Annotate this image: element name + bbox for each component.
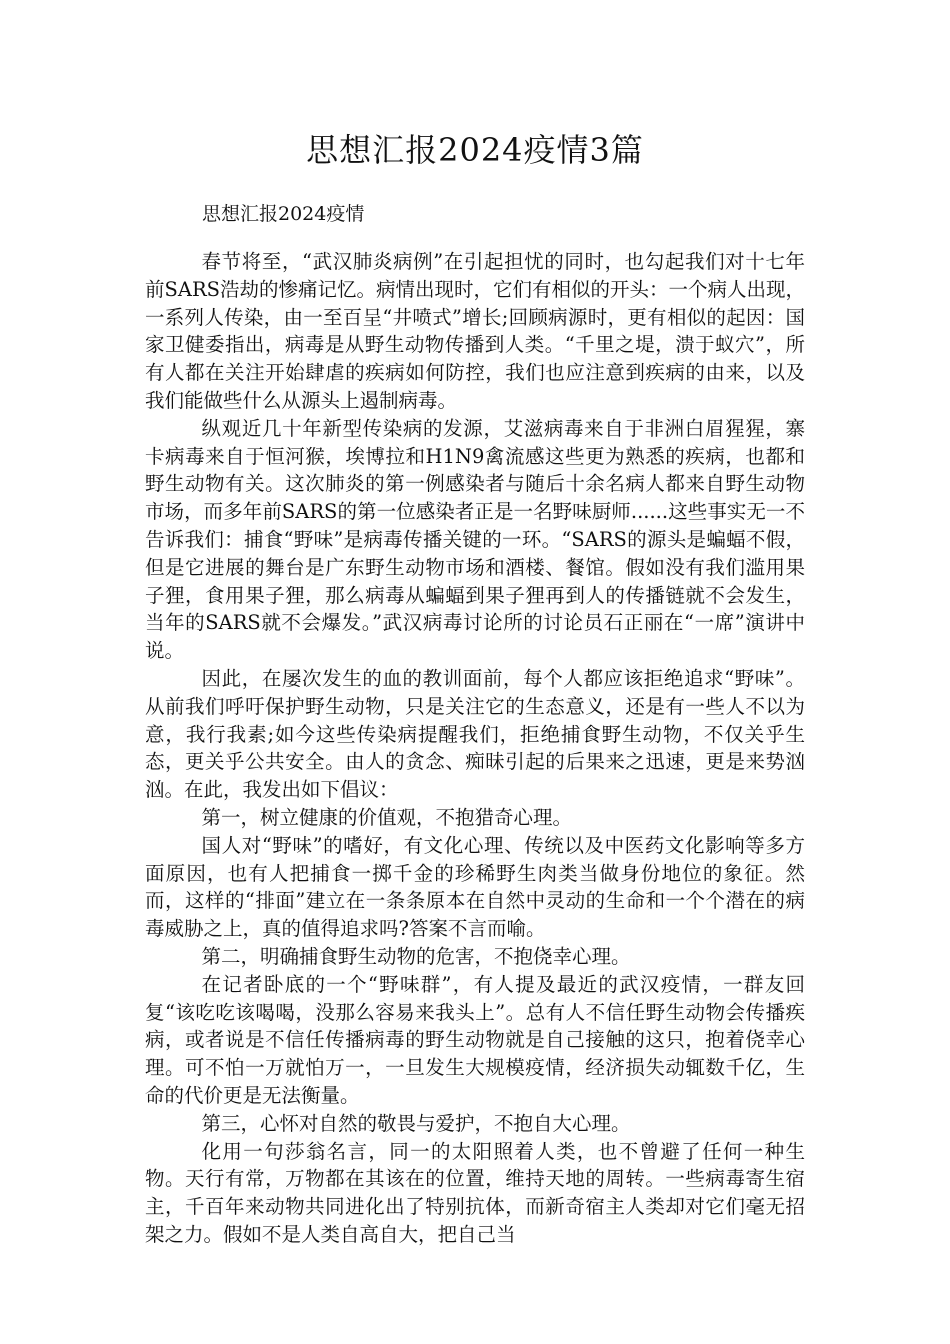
paragraph: 第二，明确捕食野生动物的危害，不抱侥幸心理。 [201,944,631,968]
paragraph: 第三，心怀对自然的敬畏与爱护，不抱自大心理。 [201,1111,631,1135]
section-subtitle: 思想汇报2024疫情 [202,203,365,225]
paragraph: 春节将至，“武汉肺炎病例”在引起担忧的同时，也勾起我们对十七年前SARS浩劫的惨痛记忆。病情出现时，它们有相似的开头：一个病人出现，一系列人传染，由一至百呈“井喷式”增长;回顾病源时，更有相似的起因：国家卫健委指出，病毒是从野生动物传播到人类。“千里之堤，溃于蚁穴”，所有人都在关注开始肆虐的疾病如何防控，我们也应注意到疾病的由来，以及我们能做些什么从源头上遏制病毒。 [145,250,805,412]
paragraph: 在记者卧底的一个“野味群”，有人提及最近的武汉疫情，一群友回复“该吃吃该喝喝，没那么容易来我头上”。总有人不信任野生动物会传播疾病，或者说是不信任传播病毒的野生动物就是自己接触的这只，抱着侥幸心理。可不怕一万就怕万一，一旦发生大规模疫情，经济损失动辄数千亿，生命的代价更是无法衡量。 [145,972,805,1107]
body-text [145,248,805,1249]
paragraph: 因此，在屡次发生的血的教训面前，每个人都应该拒绝追求“野味”。从前我们呼吁保护野生动物，只是关注它的生态意义，还是有一些人不以为意，我行我素;如今这些传染病提醒我们，拒绝捕食野生动物，不仅关乎生态，更关乎公共安全。由人的贪念、痴昧引起的后果来之迅速，更是来势汹汹。在此，我发出如下倡议： [145,666,805,802]
paragraph: 第一，树立健康的价值观，不抱猎奇心理。 [201,805,573,829]
page-title: 思想汇报2024疫情3篇 [306,131,644,169]
paragraph: 纵观近几十年新型传染病的发源，艾滋病毒来自于非洲白眉猩猩，寨卡病毒来自于恒河猴，埃博拉和H1N9禽流感这些更为熟悉的疾病，也都和野生动物有关。这次肺炎的第一例感染者与随后十余名病人都来自野生动物市场，而多年前SARS的第一位感染者正是一名野味厨师......这些事实无一不告诉我们：捕食“野味”是病毒传播关键的一环。“SARS的源头是蝙蝠不假，但是它进展的舞台是广东野生动物市场和酒楼、餐馆。假如没有我们滥用果子狸，食用果子狸，那么病毒从蝙蝠到果子狸再到人的传播链就不会发生，当年的SARS就不会爆发。”武汉病毒讨论所的讨论员石正丽在“一席”演讲中说。 [145,416,805,663]
paragraph: 国人对“野味”的嗜好，有文化心理、传统以及中医药文化影响等多方面原因，也有人把捕食一掷千金的珍稀野生肉类当做身份地位的象征。然而，这样的“排面”建立在一条条原本在自然中灵动的生命和一个个潜在的病毒威胁之上，真的值得追求吗?答案不言而喻。 [145,833,805,941]
paragraph: 化用一句莎翁名言，同一的太阳照着人类，也不曾避了任何一种生物。天行有常，万物都在其该在的位置，维持天地的周转。一些病毒寄生宿主，千百年来动物共同进化出了特别抗体，而新奇宿主人类却对它们毫无招架之力。假如不是人类自高自大，把自己当 [145,1139,805,1246]
